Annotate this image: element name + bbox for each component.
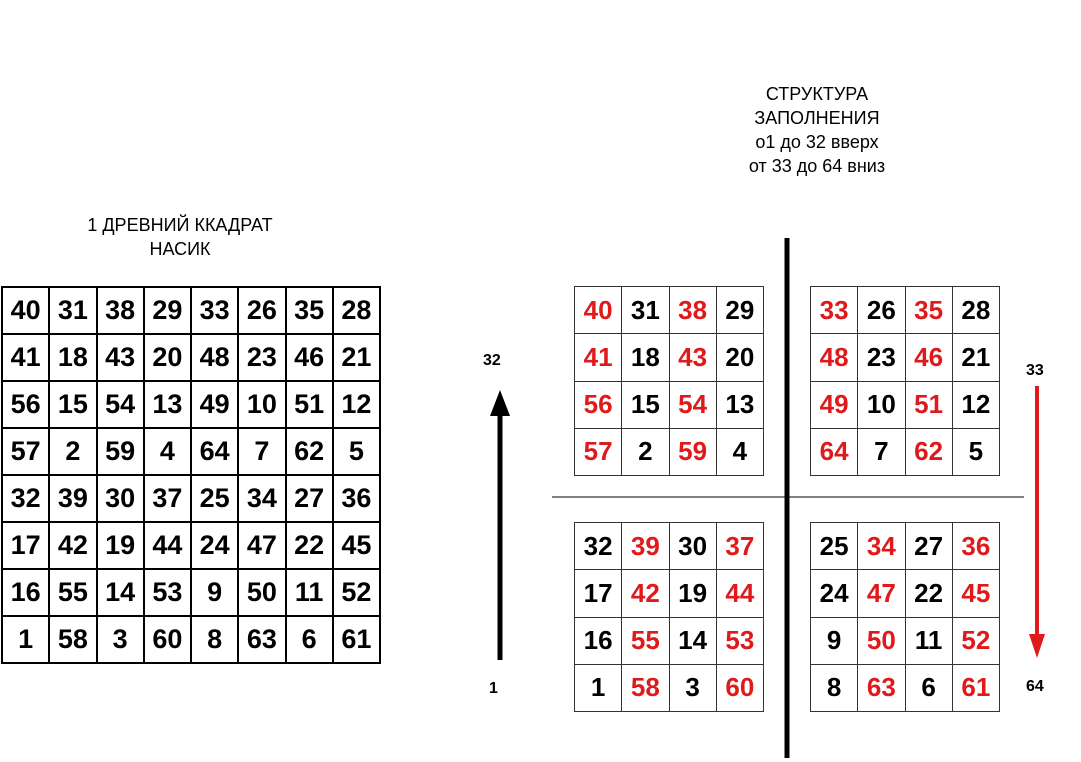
grid-cell: 59 [97,428,144,475]
grid-cell: 13 [144,381,191,428]
grid-cell: 41 [2,334,49,381]
main-square-title-line: НАСИК [149,239,211,259]
grid-cell: 48 [811,334,858,381]
grid-cell: 25 [191,475,238,522]
grid-cell: 23 [858,334,905,381]
grid-cell: 49 [191,381,238,428]
grid-cell: 64 [191,428,238,475]
grid-cell: 40 [2,287,49,334]
grid-cell: 58 [49,616,96,663]
grid-cell: 27 [286,475,333,522]
grid-cell: 30 [97,475,144,522]
grid-cell: 11 [905,617,952,664]
grid-cell: 17 [575,570,622,617]
grid-cell: 10 [858,381,905,428]
grid-cell: 16 [2,569,49,616]
grid-cell: 61 [333,616,380,663]
grid-cell: 9 [191,569,238,616]
grid-cell: 49 [811,381,858,428]
grid-cell: 8 [811,664,858,711]
grid-cell: 57 [575,428,622,475]
grid-cell: 55 [49,569,96,616]
grid-cell: 53 [716,617,763,664]
grid-cell: 48 [191,334,238,381]
grid-cell: 13 [716,381,763,428]
grid-cell: 34 [858,523,905,570]
grid-cell: 16 [575,617,622,664]
arrow-up-end-label: 32 [483,352,501,369]
grid-cell: 33 [811,287,858,334]
grid-cell: 31 [622,287,669,334]
grid-cell: 36 [952,523,999,570]
grid-cell: 25 [811,523,858,570]
grid-cell: 46 [905,334,952,381]
grid-cell: 47 [858,570,905,617]
grid-cell: 53 [144,569,191,616]
grid-cell: 20 [716,334,763,381]
grid-cell: 2 [49,428,96,475]
grid-cell: 7 [238,428,285,475]
grid-cell: 26 [858,287,905,334]
grid-cell: 28 [952,287,999,334]
main-square-title-line: 1 ДРЕВНИЙ ККАДРАТ [87,215,273,235]
grid-cell: 52 [333,569,380,616]
grid-cell: 37 [144,475,191,522]
grid-cell: 30 [669,523,716,570]
grid-cell: 14 [97,569,144,616]
grid-cell: 39 [49,475,96,522]
grid-cell: 5 [333,428,380,475]
grid-cell: 3 [97,616,144,663]
grid-cell: 56 [575,381,622,428]
grid-cell: 31 [49,287,96,334]
grid-cell: 8 [191,616,238,663]
grid-cell: 10 [238,381,285,428]
grid-cell: 26 [238,287,285,334]
grid-cell: 39 [622,523,669,570]
grid-cell: 29 [716,287,763,334]
grid-cell: 45 [952,570,999,617]
grid-cell: 62 [905,428,952,475]
grid-cell: 35 [286,287,333,334]
grid-cell: 14 [669,617,716,664]
grid-cell: 24 [811,570,858,617]
grid-cell: 28 [333,287,380,334]
grid-cell: 6 [286,616,333,663]
grid-cell: 33 [191,287,238,334]
grid-cell: 34 [238,475,285,522]
grid-cell: 40 [575,287,622,334]
grid-cell: 42 [622,570,669,617]
grid-cell: 18 [622,334,669,381]
structure-title-line: от 33 до 64 вниз [748,156,886,176]
grid-cell: 6 [905,664,952,711]
grid-cell: 3 [669,664,716,711]
grid-cell: 60 [144,616,191,663]
grid-cell: 55 [622,617,669,664]
grid-cell: 44 [144,522,191,569]
down-arrow-head [1029,634,1045,658]
grid-cell: 22 [286,522,333,569]
grid-cell: 19 [669,570,716,617]
grid-cell: 4 [144,428,191,475]
grid-cell: 21 [952,334,999,381]
grid-cell: 22 [905,570,952,617]
grid-cell: 17 [2,522,49,569]
grid-cell: 15 [49,381,96,428]
grid-cell: 50 [238,569,285,616]
grid-cell: 56 [2,381,49,428]
grid-cell: 54 [97,381,144,428]
up-arrow-head [490,390,510,416]
grid-cell: 44 [716,570,763,617]
grid-cell: 37 [716,523,763,570]
grid-cell: 5 [952,428,999,475]
grid-cell: 12 [952,381,999,428]
grid-cell: 38 [669,287,716,334]
grid-cell: 11 [286,569,333,616]
grid-cell: 47 [238,522,285,569]
grid-cell: 51 [905,381,952,428]
grid-cell: 63 [238,616,285,663]
grid-cell: 58 [622,664,669,711]
grid-cell: 43 [97,334,144,381]
grid-cell: 51 [286,381,333,428]
grid-cell: 50 [858,617,905,664]
grid-cell: 35 [905,287,952,334]
grid-cell: 42 [49,522,96,569]
grid-cell: 41 [575,334,622,381]
grid-cell: 36 [333,475,380,522]
grid-cell: 32 [575,523,622,570]
grid-cell: 27 [905,523,952,570]
grid-cell: 23 [238,334,285,381]
structure-title-line: СТРУКТУРА [765,84,869,104]
grid-cell: 46 [286,334,333,381]
arrow-down-end-label: 64 [1026,678,1044,695]
grid-cell: 43 [669,334,716,381]
grid-cell: 4 [716,428,763,475]
grid-cell: 12 [333,381,380,428]
grid-cell: 52 [952,617,999,664]
grid-cell: 19 [97,522,144,569]
grid-cell: 1 [2,616,49,663]
grid-cell: 57 [2,428,49,475]
arrow-up-start-label: 1 [489,680,498,697]
grid-cell: 32 [2,475,49,522]
grid-cell: 63 [858,664,905,711]
grid-cell: 64 [811,428,858,475]
grid-cell: 2 [622,428,669,475]
grid-cell: 24 [191,522,238,569]
grid-cell: 29 [144,287,191,334]
grid-cell: 62 [286,428,333,475]
grid-cell: 18 [49,334,96,381]
grid-cell: 1 [575,664,622,711]
grid-cell: 20 [144,334,191,381]
grid-cell: 7 [858,428,905,475]
grid-cell: 9 [811,617,858,664]
structure-title-line: о1 до 32 вверх [755,132,879,152]
grid-cell: 60 [716,664,763,711]
grid-cell: 61 [952,664,999,711]
grid-cell: 21 [333,334,380,381]
structure-title-line: ЗАПОЛНЕНИЯ [754,108,880,128]
grid-cell: 54 [669,381,716,428]
arrow-down-start-label: 33 [1026,362,1044,379]
grid-cell: 59 [669,428,716,475]
grid-cell: 15 [622,381,669,428]
grid-cell: 38 [97,287,144,334]
grid-cell: 45 [333,522,380,569]
